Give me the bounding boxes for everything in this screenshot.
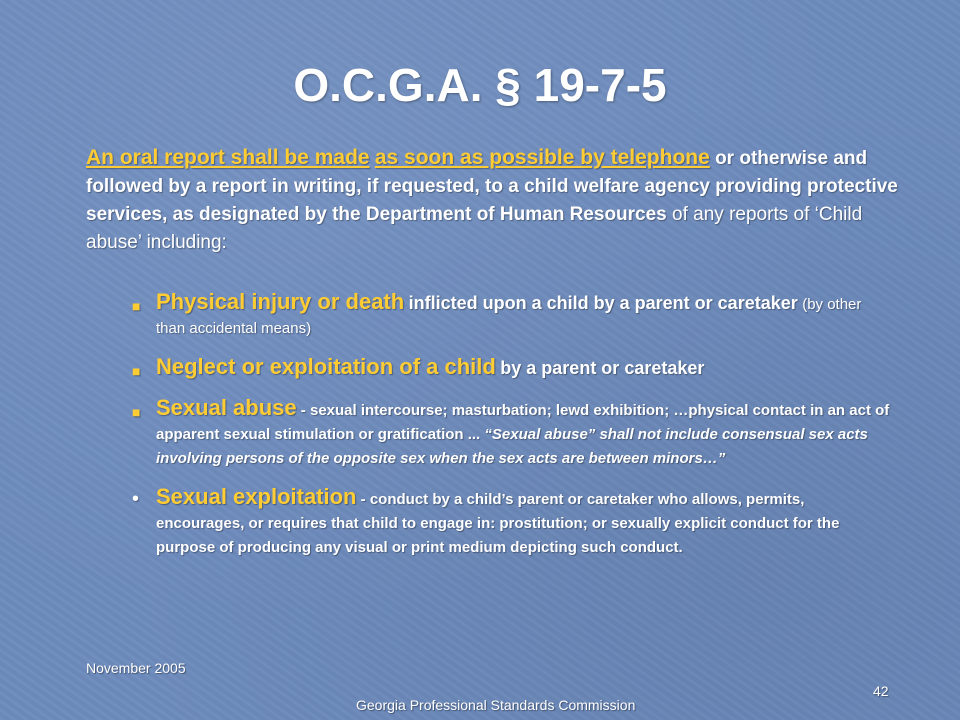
bullet-dash: - xyxy=(296,402,310,419)
bullet-quote: “Sexual abuse” shall not include consensual sex acts involving persons of the opposite sex when the sex acts are between minors…” xyxy=(156,426,868,467)
square-bullet-icon: ■ xyxy=(132,363,141,379)
bullet-heading: Sexual exploitation xyxy=(156,484,357,509)
bullet-text: sexual intercourse; masturbation; lewd exhibition; …physical contact in an act of apparent sexual stimulation or gratification ... xyxy=(156,402,890,443)
bullet-item-neglect xyxy=(130,355,890,382)
bullet-text: inflicted upon a child by a parent or caretaker xyxy=(408,293,798,313)
bullet-item-sexual-abuse xyxy=(130,396,890,471)
footer-organization: Georgia Professional Standards Commission xyxy=(356,697,636,713)
intro-highlight-2: as soon as possible by telephone xyxy=(374,146,710,169)
square-bullet-icon: ■ xyxy=(132,298,141,314)
intro-text-plain: of any reports of ‘Child abuse’ including: xyxy=(86,204,863,253)
intro-paragraph xyxy=(86,144,906,257)
bullet-item-sexual-exploitation xyxy=(130,485,890,560)
intro-text-bold: or otherwise and followed by a report in writing, if requested, to a child welfare agency providing protective services, as designated by the Department of Human Resources xyxy=(86,148,898,225)
bullet-heading: Sexual abuse xyxy=(156,395,297,420)
bullet-text: conduct by a child’s parent or caretaker who allows, permits, encourages, or requires that child to engage in: prostitution; or sexually explicit conduct for the purpose of producing any visual or print medium depicting such conduct. xyxy=(156,491,840,556)
bullet-note: (by other than accidental means) xyxy=(156,296,862,337)
bullet-heading: Physical injury or death xyxy=(156,289,405,314)
slide-number: 42 xyxy=(873,683,889,699)
bullet-text: by a parent or caretaker xyxy=(500,358,705,378)
square-bullet-icon: ■ xyxy=(132,404,141,420)
round-bullet-icon: • xyxy=(132,488,140,510)
bullet-item-physical-injury xyxy=(130,290,890,341)
intro-highlight-1: An oral report shall be made xyxy=(86,146,370,169)
slide-title: O.C.G.A. § 19-7-5 xyxy=(293,59,667,111)
bullet-list xyxy=(130,290,890,571)
bullet-heading: Neglect or exploitation of a child xyxy=(156,354,496,379)
footer-date: November 2005 xyxy=(86,660,186,676)
bullet-dash: - xyxy=(356,491,370,508)
